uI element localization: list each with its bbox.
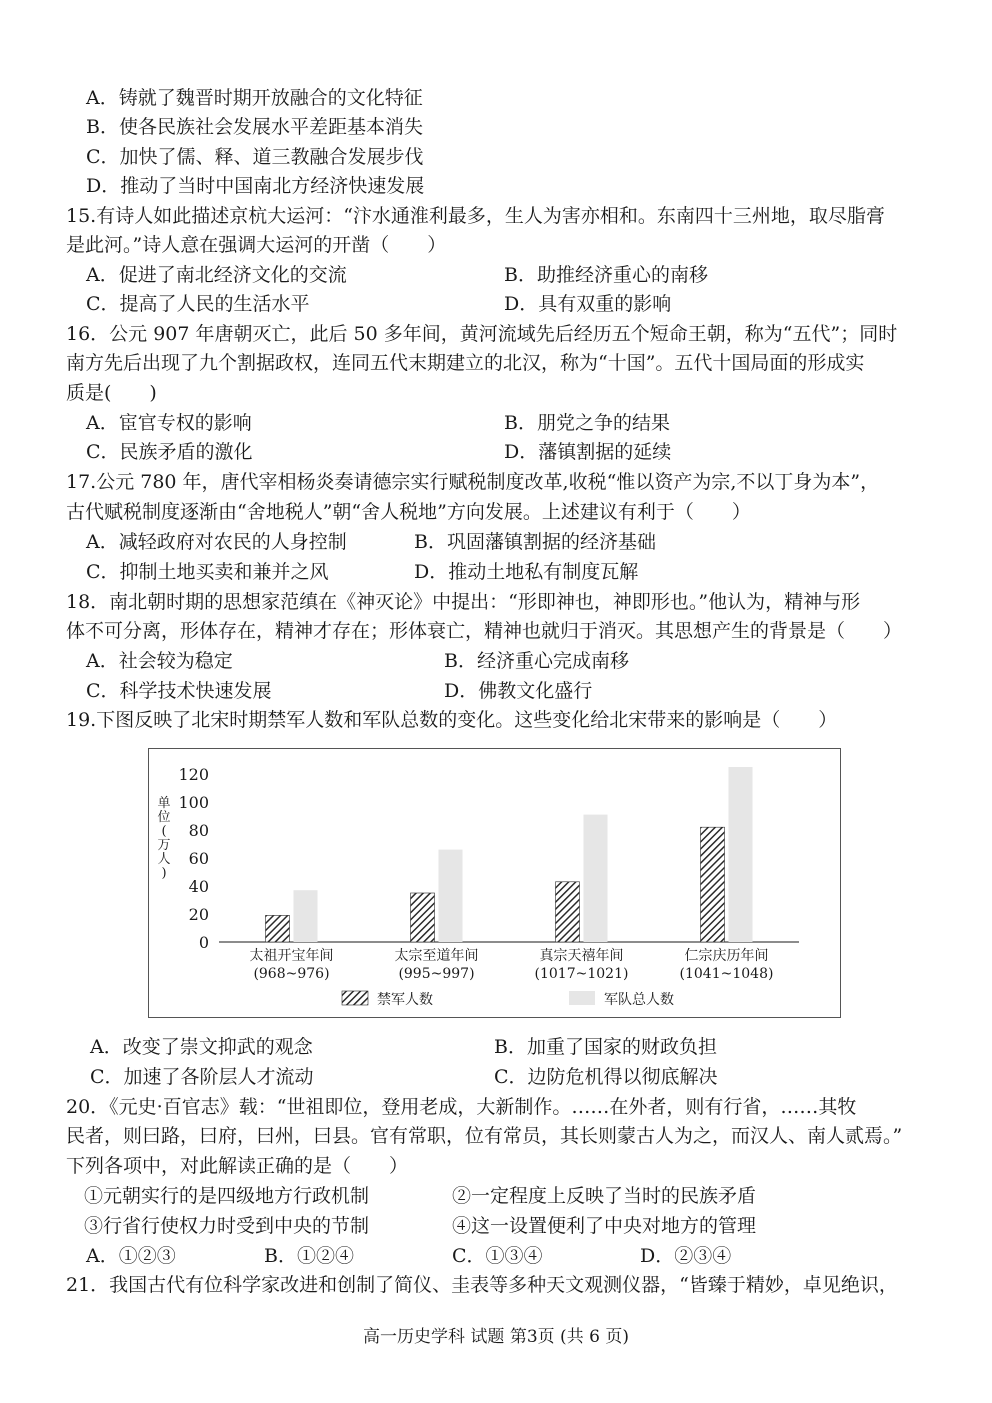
q17-stem-line-1: 17.公元 780 年，唐代宰相杨炎奏请德宗实行赋税制度改革,收税“惟以资产为宗,不以丁身为本”， xyxy=(66,471,880,493)
q14-option-d: D．推动了当时中国南北方经济快速发展 xyxy=(86,175,425,197)
y-axis-label-char: 位 xyxy=(157,810,171,825)
q17-option-b: B．巩固藩镇割据的经济基础 xyxy=(414,531,656,553)
q18-option-d: D．佛教文化盛行 xyxy=(444,680,593,702)
x-axis-labels xyxy=(250,947,774,982)
q19-option-b: B．加重了国家的财政负担 xyxy=(494,1036,717,1058)
q19-option-c: C．加速了各阶层人才流动 xyxy=(90,1066,314,1088)
q20-option-b: B．①②④ xyxy=(264,1245,354,1267)
x-category-label: 真宗天禧年间 xyxy=(539,948,624,964)
x-category-years: (1041~1048) xyxy=(679,966,774,982)
q19-stem-line-1: 19.下图反映了北宋时期禁军人数和军队总数的变化。这些变化给北宋带来的影响是（ ） xyxy=(66,709,838,731)
q16-option-d: D．藩镇割据的延续 xyxy=(504,441,672,463)
bar-total-army xyxy=(439,850,463,942)
q20-option-c: C．①③④ xyxy=(452,1245,543,1267)
q20-option-d: D．②③④ xyxy=(640,1245,732,1267)
bars-group xyxy=(266,767,753,942)
y-axis-label xyxy=(157,796,170,881)
x-category-years: (1017~1021) xyxy=(534,966,629,982)
q18-option-a: A．社会较为稳定 xyxy=(86,650,233,672)
y-tick-label: 80 xyxy=(188,821,209,840)
q17-option-c: C．抑制土地买卖和兼并之风 xyxy=(86,561,329,583)
x-category-label: 太宗至道年间 xyxy=(394,948,479,964)
bar-imperial-army xyxy=(411,893,435,942)
q15-option-c: C．提高了人民的生活水平 xyxy=(86,293,310,315)
q20-option-a: A．①②③ xyxy=(86,1245,176,1267)
x-category-years: (995~997) xyxy=(398,966,475,982)
y-axis-label-char: 人 xyxy=(157,852,171,867)
q17-option-a: A．减轻政府对农民的人身控制 xyxy=(86,531,347,553)
q15-option-d: D．具有双重的影响 xyxy=(504,293,672,315)
x-category-label: 仁宗庆历年间 xyxy=(684,948,769,964)
q15-option-b: B．助推经济重心的南移 xyxy=(504,264,708,286)
q16-option-c: C．民族矛盾的激化 xyxy=(86,441,253,463)
legend-label-imperial-army: 禁军人数 xyxy=(377,992,433,1008)
y-axis-label-char: ( xyxy=(161,824,167,839)
page-footer: 高一历史学科 试题 第3页 (共 6 页) xyxy=(363,1327,629,1347)
legend-swatch-total-army xyxy=(569,991,595,1005)
q18-stem-line-2: 体不可分离，形体存在，精神才存在；形体衰亡，精神也就归于消灭。其思想产生的背景是（ ） xyxy=(66,620,903,642)
q15-stem-line-2: 是此河。”诗人意在强调大运河的开凿（ ） xyxy=(66,234,447,256)
q21-stem-line-1: 21．我国古代有位科学家改进和创制了简仪、圭表等多种天文观测仪器，“皆臻于精妙，卓见绝识， xyxy=(66,1274,898,1296)
q17-option-d: D．推动土地私有制度瓦解 xyxy=(414,561,639,583)
bar-imperial-army xyxy=(266,915,290,942)
x-category-label: 太祖开宝年间 xyxy=(249,948,334,964)
legend-label-total-army: 军队总人数 xyxy=(604,992,674,1008)
y-tick-label: 40 xyxy=(188,877,209,896)
q19-option-d: C．边防危机得以彻底解决 xyxy=(494,1066,718,1088)
q19-option-a: A．改变了崇文抑武的观念 xyxy=(90,1036,313,1058)
y-axis-label-char: 万 xyxy=(157,838,171,853)
y-axis-label-char: ) xyxy=(161,866,167,881)
y-tick-label: 120 xyxy=(178,765,209,784)
q14-option-c: C．加快了儒、释、道三教融合发展步伐 xyxy=(86,146,424,168)
q20-statement-1: ①元朝实行的是四级地方行政机制 xyxy=(84,1185,370,1207)
q19-bar-chart xyxy=(149,749,839,1016)
bar-imperial-army xyxy=(701,827,725,942)
y-axis-ticks xyxy=(178,765,209,952)
q15-stem-line-1: 15.有诗人如此描述京杭大运河：“汴水通淮利最多，生人为害亦相和。东南四十三州地，取尽脂膏 xyxy=(66,205,885,227)
q20-statement-4: ④这一设置便利了中央对地方的管理 xyxy=(452,1215,757,1237)
q16-option-b: B．朋党之争的结果 xyxy=(504,412,670,434)
q20-stem-line-1: 20．《元史·百官志》载：“世祖即位，登用老成，大新制作。……在外者，则有行省，……其牧 xyxy=(66,1096,857,1118)
y-tick-label: 60 xyxy=(188,849,209,868)
bar-imperial-army xyxy=(556,882,580,942)
q19-chart-frame xyxy=(148,748,841,1018)
q20-statement-3: ③行省行使权力时受到中央的节制 xyxy=(84,1215,370,1237)
q16-option-a: A．宦官专权的影响 xyxy=(86,412,252,434)
q16-stem-line-1: 16．公元 907 年唐朝灭亡，此后 50 多年间，黄河流域先后经历五个短命王朝，称为“五代”；同时 xyxy=(66,323,898,345)
bar-total-army xyxy=(584,815,608,942)
q16-stem-line-2: 南方先后出现了九个割据政权，连同五代末期建立的北汉，称为“十国”。五代十国局面的形成实 xyxy=(66,352,865,374)
q15-option-a: A．促进了南北经济文化的交流 xyxy=(86,264,347,286)
bar-total-army xyxy=(729,767,753,942)
q18-option-c: C．科学技术快速发展 xyxy=(86,680,272,702)
q14-option-b: B．使各民族社会发展水平差距基本消失 xyxy=(86,116,423,138)
q17-stem-line-2: 古代赋税制度逐渐由“舍地税人”朝“舍人税地”方向发展。上述建议有利于（ ） xyxy=(66,501,751,523)
q20-stem-line-2: 民者，则曰路，曰府，曰州，曰县。官有常职，位有常员，其长则蒙古人为之，而汉人、南人贰焉。” xyxy=(66,1125,903,1147)
x-category-years: (968~976) xyxy=(253,966,330,982)
q16-stem-line-3: 质是( ) xyxy=(66,382,157,404)
y-tick-label: 0 xyxy=(198,933,209,952)
bar-total-army xyxy=(294,890,318,942)
chart-legend xyxy=(342,991,674,1008)
y-axis-label-char: 单 xyxy=(157,796,171,811)
q18-stem-line-1: 18．南北朝时期的思想家范缜在《神灭论》中提出：“形即神也，神即形也。”他认为，精神与形 xyxy=(66,591,861,613)
legend-swatch-imperial-army xyxy=(342,991,368,1005)
y-tick-label: 20 xyxy=(188,905,209,924)
y-tick-label: 100 xyxy=(178,793,209,812)
q14-option-a: A．铸就了魏晋时期开放融合的文化特征 xyxy=(86,87,423,109)
q20-statement-2: ②一定程度上反映了当时的民族矛盾 xyxy=(452,1185,757,1207)
q20-stem-line-3: 下列各项中，对此解读正确的是（ ） xyxy=(66,1155,409,1177)
q18-option-b: B．经济重心完成南移 xyxy=(444,650,629,672)
